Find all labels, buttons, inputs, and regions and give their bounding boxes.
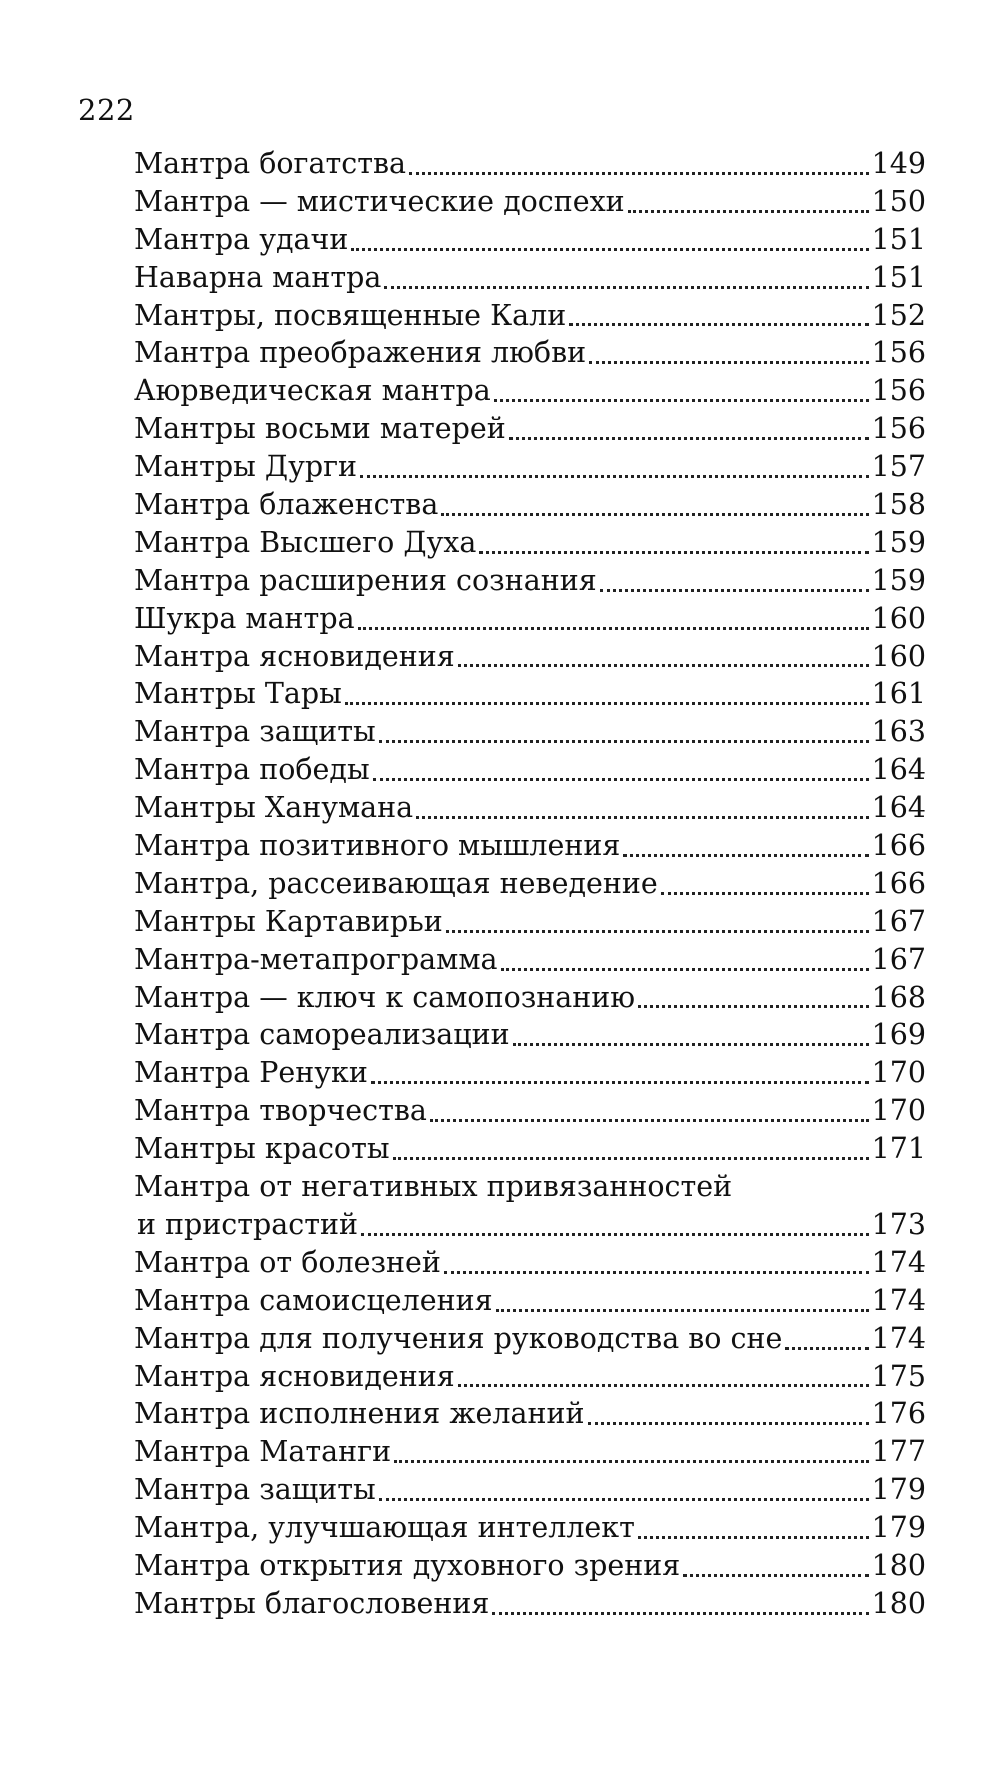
toc-entry <box>134 334 926 372</box>
dot-leader <box>513 1043 869 1046</box>
toc-entry <box>134 1585 926 1623</box>
dot-leader <box>492 1612 868 1615</box>
dot-leader <box>446 930 869 933</box>
toc-entry <box>134 941 926 979</box>
toc-entry-page: 170 <box>871 1094 926 1128</box>
toc-entry <box>134 1358 926 1396</box>
toc-entry-title: Мантра самореализации <box>134 1018 510 1052</box>
toc-entry-page: 157 <box>871 450 926 484</box>
toc-entry-title: Мантра защиты <box>134 715 376 749</box>
toc-entry-page: 164 <box>871 791 926 825</box>
toc-entry-page: 152 <box>871 298 926 332</box>
toc-entry <box>134 751 926 789</box>
toc-entry-title: Мантра ясновидения <box>134 639 455 673</box>
toc-entry-page: 179 <box>871 1511 926 1545</box>
toc-entry <box>134 562 926 600</box>
toc-entry <box>134 1092 926 1130</box>
dot-leader <box>628 210 869 213</box>
toc-entry-title: Мантры красоты <box>134 1132 390 1166</box>
dot-leader <box>600 589 869 592</box>
dot-leader <box>360 475 869 478</box>
toc-entry-title: Мантра Высшего Духа <box>134 525 477 559</box>
dot-leader <box>501 968 869 971</box>
toc-entry-page: 151 <box>871 260 926 294</box>
dot-leader <box>384 286 868 289</box>
toc-entry-title: Мантра Матанги <box>134 1435 392 1469</box>
toc-entry <box>134 486 926 524</box>
dot-leader <box>373 778 869 781</box>
toc-entry-title: Мантра, рассеивающая неведение <box>134 866 658 900</box>
toc-entry-title: Мантры Картавирьи <box>134 904 443 938</box>
dot-leader <box>379 740 869 743</box>
dot-leader <box>409 172 869 175</box>
toc-entry <box>134 448 926 486</box>
toc-entry-page: 164 <box>871 753 926 787</box>
toc-entry-page: 151 <box>871 222 926 256</box>
toc-entry <box>134 1471 926 1509</box>
dot-leader <box>588 1422 869 1425</box>
toc-entry-page: 163 <box>871 715 926 749</box>
toc-entry <box>134 1433 926 1471</box>
toc-entry-title: Мантры Ханумана <box>134 791 414 825</box>
toc-entry <box>134 259 926 297</box>
dot-leader <box>394 1460 869 1463</box>
toc-entry-title: Мантра творчества <box>134 1094 427 1128</box>
toc-entry-title: Мантра преображения любви <box>134 336 587 370</box>
dot-leader <box>638 1005 869 1008</box>
toc-entry-title: Аюрведическая мантра <box>134 374 491 408</box>
toc-entry-page: 158 <box>871 488 926 522</box>
toc-entry-page: 174 <box>871 1245 926 1279</box>
toc-entry-page: 160 <box>871 639 926 673</box>
toc-entry-page: 156 <box>871 412 926 446</box>
toc-entry-title: Мантра от болезней <box>134 1245 441 1279</box>
toc-entry <box>134 1547 926 1585</box>
dot-leader <box>785 1347 868 1350</box>
table-of-contents <box>134 145 926 1623</box>
toc-entry-title: Мантра ясновидения <box>134 1359 455 1393</box>
dot-leader <box>458 664 869 667</box>
toc-entry-page: 175 <box>871 1359 926 1393</box>
dot-leader <box>416 816 868 819</box>
toc-entry-title: Мантра победы <box>134 753 370 787</box>
toc-entry-title: Мантры благословения <box>134 1586 490 1620</box>
toc-entry-title: Мантра открытия духовного зрения <box>134 1548 681 1582</box>
toc-entry-title: Мантра позитивного мышления <box>134 829 621 863</box>
toc-entry <box>134 1130 926 1168</box>
dot-leader <box>345 702 869 705</box>
toc-entry <box>134 979 926 1017</box>
dot-leader <box>623 854 868 857</box>
toc-entry-title: Мантра для получения руководства во сне <box>134 1321 783 1355</box>
toc-entry <box>134 865 926 903</box>
dot-leader <box>458 1384 869 1387</box>
dot-leader <box>351 248 868 251</box>
toc-entry <box>134 903 926 941</box>
toc-entry-title: Мантры Дурги <box>134 450 358 484</box>
dot-leader <box>569 323 868 326</box>
dot-leader <box>441 513 868 516</box>
toc-entry-title: Мантра — мистические доспехи <box>134 184 625 218</box>
toc-entry-page: 150 <box>871 184 926 218</box>
dot-leader <box>661 892 869 895</box>
toc-entry-title: Мантра-метапрограмма <box>134 942 498 976</box>
toc-entry <box>134 600 926 638</box>
toc-entry <box>134 524 926 562</box>
toc-entry-title: Наварна мантра <box>134 260 382 294</box>
toc-entry <box>134 183 926 221</box>
toc-entry-page: 168 <box>871 980 926 1014</box>
toc-entry-title: Мантра Ренуки <box>134 1056 368 1090</box>
toc-entry <box>134 827 926 865</box>
toc-entry-page: 167 <box>871 942 926 976</box>
toc-entry-page: 180 <box>871 1548 926 1582</box>
toc-entry-title: Мантра богатства <box>134 147 407 180</box>
toc-entry <box>134 713 926 751</box>
dot-leader <box>371 1081 869 1084</box>
toc-entry <box>134 1168 926 1244</box>
toc-entry-title-continued: и пристрастий <box>137 1207 358 1241</box>
dot-leader <box>358 627 869 630</box>
toc-entry <box>134 675 926 713</box>
toc-entry <box>134 145 926 183</box>
toc-entry <box>134 1320 926 1358</box>
toc-entry-page: 173 <box>871 1207 926 1241</box>
toc-entry-title: Шукра мантра <box>134 601 355 635</box>
dot-leader <box>430 1119 869 1122</box>
toc-entry-page: 179 <box>871 1473 926 1507</box>
toc-entry-page: 156 <box>871 374 926 408</box>
toc-entry-title: Мантры восьми матерей <box>134 412 506 446</box>
toc-entry-title: Мантра от негативных привязанностей <box>134 1170 733 1204</box>
toc-entry-page: 159 <box>871 525 926 559</box>
toc-entry <box>134 410 926 448</box>
toc-entry <box>134 789 926 827</box>
toc-entry-page: 159 <box>871 563 926 597</box>
toc-entry-title: Мантра расширения сознания <box>134 563 597 597</box>
toc-entry <box>134 1016 926 1054</box>
toc-entry-title: Мантра, улучшающая интеллект <box>134 1511 635 1545</box>
toc-entry-title: Мантра защиты <box>134 1473 376 1507</box>
dot-leader <box>444 1271 869 1274</box>
toc-entry-page: 180 <box>871 1586 926 1620</box>
toc-entry-page: 174 <box>871 1321 926 1355</box>
toc-entry-page: 170 <box>871 1056 926 1090</box>
toc-entry-page: 166 <box>871 829 926 863</box>
toc-entry-page: 171 <box>871 1132 926 1166</box>
toc-entry <box>134 1054 926 1092</box>
toc-entry-page: 156 <box>871 336 926 370</box>
toc-entry-page: 177 <box>871 1435 926 1469</box>
toc-entry-title: Мантры Тары <box>134 677 342 711</box>
toc-entry-title: Мантра удачи <box>134 222 349 256</box>
dot-leader <box>638 1536 869 1539</box>
toc-entry-page: 166 <box>871 866 926 900</box>
toc-entry <box>134 297 926 335</box>
dot-leader <box>589 361 868 364</box>
dot-leader <box>683 1574 868 1577</box>
toc-entry-page: 176 <box>871 1397 926 1431</box>
toc-entry <box>134 1244 926 1282</box>
toc-entry-title: Мантра самоисцеления <box>134 1283 493 1317</box>
toc-entry <box>134 1509 926 1547</box>
toc-entry-page: 160 <box>871 601 926 635</box>
dot-leader <box>494 399 869 402</box>
toc-entry <box>134 221 926 259</box>
page-number: 222 <box>78 93 135 127</box>
dot-leader <box>509 437 869 440</box>
toc-entry-title: Мантра блаженства <box>134 488 439 522</box>
toc-entry-page: 149 <box>871 147 926 180</box>
toc-entry-page: 169 <box>871 1018 926 1052</box>
toc-entry-page: 161 <box>871 677 926 711</box>
toc-entry <box>134 1395 926 1433</box>
toc-entry <box>134 372 926 410</box>
toc-entry <box>134 638 926 676</box>
toc-entry-title: Мантра — ключ к самопознанию <box>134 980 636 1014</box>
dot-leader <box>496 1309 869 1312</box>
toc-entry-title: Мантры, посвященные Кали <box>134 298 567 332</box>
toc-entry-page: 167 <box>871 904 926 938</box>
dot-leader <box>393 1157 869 1160</box>
dot-leader <box>361 1233 869 1236</box>
toc-entry-title: Мантра исполнения желаний <box>134 1397 585 1431</box>
toc-entry-page: 174 <box>871 1283 926 1317</box>
dot-leader <box>379 1498 869 1501</box>
toc-entry <box>134 1282 926 1320</box>
dot-leader <box>479 551 868 554</box>
